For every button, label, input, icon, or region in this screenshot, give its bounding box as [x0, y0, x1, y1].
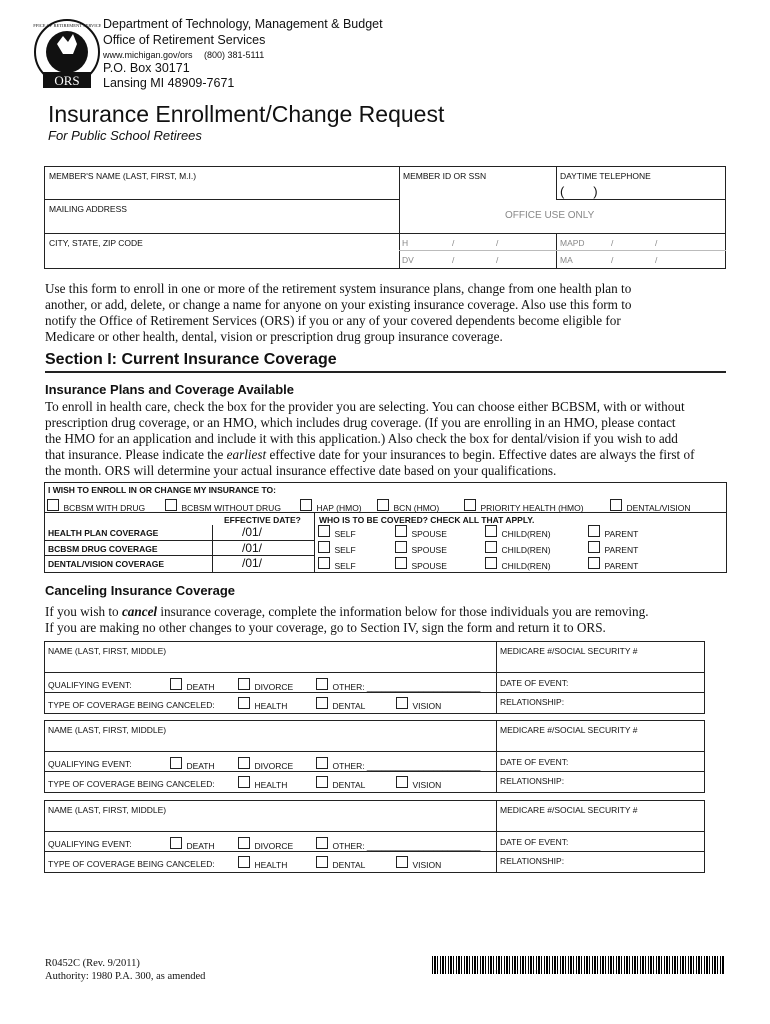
- office-mapd-slash-1: /: [611, 238, 614, 248]
- city-state-zip-input[interactable]: [48, 249, 394, 264]
- dental-vision-effective-date[interactable]: /01/: [242, 556, 263, 570]
- dental-vision-coverage-label: DENTAL/VISION COVERAGE: [48, 559, 165, 569]
- bcbsm-drug-coverage-label: BCBSM DRUG COVERAGE: [48, 544, 158, 554]
- authority: Authority: 1980 P.A. 300, as amended: [45, 971, 206, 982]
- health-plan-coverage-label: HEALTH PLAN COVERAGE: [48, 528, 159, 538]
- office-use-only-label: OFFICE USE ONLY: [505, 210, 595, 221]
- mailing-address-input[interactable]: [48, 215, 394, 230]
- office-h-slash-2: /: [496, 238, 499, 248]
- form-number: R0452C (Rev. 9/2011): [45, 958, 140, 969]
- office-dv-slash-2: /: [496, 255, 499, 265]
- plans-text-3: the HMO for an application and include it with this application.) Also check the box for dental/vision if you wish to add: [45, 431, 678, 446]
- checkbox[interactable]: [377, 499, 389, 511]
- cancel-3-medicare-label: MEDICARE #/SOCIAL SECURITY #: [500, 805, 638, 815]
- cancel-1-type-label: TYPE OF COVERAGE BEING CANCELED:: [48, 700, 215, 710]
- office-dv-label: DV: [402, 255, 414, 265]
- section-1-title: Section I: Current Insurance Coverage: [45, 351, 337, 368]
- cancel-1-medicare-label: MEDICARE #/SOCIAL SECURITY #: [500, 646, 638, 656]
- intro-line-1: Use this form to enroll in one or more of the retirement system insurance plans, change from one health plan to: [45, 281, 632, 296]
- provider-bcn[interactable]: BCN (HMO): [377, 498, 439, 516]
- cancel-text-1: If you wish to cancel insurance coverage, complete the information below for those individuals you are removing.: [45, 604, 649, 619]
- checkbox[interactable]: [485, 525, 497, 537]
- checkbox[interactable]: [170, 678, 182, 690]
- barcode: [432, 956, 725, 974]
- checkbox[interactable]: [588, 541, 600, 553]
- cancel-2-death[interactable]: DEATH: [170, 756, 215, 774]
- cancel-2-dental[interactable]: DENTAL: [316, 775, 365, 793]
- cancel-2-other[interactable]: OTHER: ________________________: [316, 756, 480, 774]
- checkbox[interactable]: [238, 856, 250, 868]
- checkbox[interactable]: [300, 499, 312, 511]
- cancel-1-relationship-label: RELATIONSHIP:: [500, 697, 565, 707]
- provider-priority-health[interactable]: PRIORITY HEALTH (HMO): [464, 498, 584, 516]
- office-dv-slash-1: /: [452, 255, 455, 265]
- intro-line-4: Medicare or other health, dental, vision or prescription drug group insurance coverage.: [45, 329, 503, 344]
- checkbox[interactable]: [316, 678, 328, 690]
- website[interactable]: www.michigan.gov/ors: [103, 50, 193, 60]
- cancel-3-other[interactable]: OTHER: ________________________: [316, 836, 480, 854]
- cancel-3-death[interactable]: DEATH: [170, 836, 215, 854]
- plans-text-4: that insurance. Please indicate the earliest effective date for your insurances to begin. Effective dates are always the first of: [45, 447, 695, 462]
- cancel-2-medicare-label: MEDICARE #/SOCIAL SECURITY #: [500, 725, 638, 735]
- cancel-3-name-input[interactable]: [48, 815, 490, 829]
- office-h-label: H: [402, 238, 409, 248]
- cancel-1-name-label: NAME (LAST, FIRST, MIDDLE): [48, 646, 167, 656]
- provider-dental-vision[interactable]: DENTAL/VISION: [610, 498, 691, 516]
- cancel-2-divorce[interactable]: DIVORCE: [238, 756, 293, 774]
- cancel-1-dental[interactable]: DENTAL: [316, 696, 365, 714]
- department-name: Department of Technology, Management & Budget: [103, 17, 383, 31]
- city-address: Lansing MI 48909-7671: [103, 76, 235, 90]
- drug-self[interactable]: SELF: [318, 540, 356, 558]
- mailing-address-label: MAILING ADDRESS: [49, 204, 127, 214]
- checkbox[interactable]: [165, 499, 177, 511]
- plans-text-1: To enroll in health care, check the box for the provider you are selecting. You can choose either BCBSM, with or without: [45, 399, 685, 414]
- checkbox[interactable]: [396, 856, 408, 868]
- plans-text-5: the month. ORS will determine your actual insurance effective date based on your qualifications.: [45, 463, 557, 478]
- health-parent[interactable]: PARENT: [588, 524, 638, 542]
- intro-line-2: another, or add, delete, or change a name for anyone on your existing insurance coverage. Also use this form to: [45, 297, 632, 312]
- member-name-label: MEMBER'S NAME (LAST, FIRST, M.I.): [49, 171, 197, 181]
- cancel-2-relationship-label: RELATIONSHIP:: [500, 776, 565, 786]
- cancel-heading: Canceling Insurance Coverage: [45, 583, 236, 598]
- checkbox[interactable]: [610, 499, 622, 511]
- enroll-header: I WISH TO ENROLL IN OR CHANGE MY INSURANCE TO:: [48, 485, 276, 495]
- cancel-2-qualifying-label: QUALIFYING EVENT:: [48, 759, 132, 769]
- cancel-1-other[interactable]: OTHER: ________________________: [316, 677, 480, 695]
- cancel-1-health[interactable]: HEALTH: [238, 696, 287, 714]
- provider-bcbsm-without-drug[interactable]: BCBSM WITHOUT DRUG: [165, 498, 281, 516]
- logo-ring-text: OFFICE OF RETIREMENT SERVICES: [33, 23, 101, 28]
- drug-spouse[interactable]: SPOUSE: [395, 540, 447, 558]
- cancel-2-vision[interactable]: VISION: [396, 775, 441, 793]
- cancel-3-dental[interactable]: DENTAL: [316, 855, 365, 873]
- cancel-3-date-label: DATE OF EVENT:: [500, 837, 569, 847]
- plans-text-2: prescription drug coverage, or an HMO, which includes drug coverage. (If you are enrolling in an HMO, please contact: [45, 415, 676, 430]
- checkbox[interactable]: [588, 525, 600, 537]
- dental-spouse[interactable]: SPOUSE: [395, 556, 447, 574]
- checkbox[interactable]: [396, 697, 408, 709]
- cancel-1-divorce[interactable]: DIVORCE: [238, 677, 293, 695]
- provider-bcbsm-with-drug[interactable]: BCBSM WITH DRUG: [47, 498, 145, 516]
- cancel-3-health[interactable]: HEALTH: [238, 855, 287, 873]
- cancel-2-name-input[interactable]: [48, 735, 490, 749]
- telephone-input[interactable]: ( ): [560, 184, 598, 199]
- checkbox[interactable]: [47, 499, 59, 511]
- drug-parent[interactable]: PARENT: [588, 540, 638, 558]
- checkbox[interactable]: [238, 697, 250, 709]
- checkbox[interactable]: [588, 557, 600, 569]
- phone-number: (800) 381-5111: [204, 50, 265, 60]
- member-id-label: MEMBER ID OR SSN: [403, 171, 487, 181]
- cancel-2-date-label: DATE OF EVENT:: [500, 757, 569, 767]
- logo-text: ORS: [54, 73, 80, 88]
- checkbox[interactable]: [395, 541, 407, 553]
- health-children[interactable]: CHILD(REN): [485, 524, 551, 542]
- office-name: Office of Retirement Services: [103, 33, 266, 47]
- checkbox[interactable]: [238, 837, 250, 849]
- city-state-zip-label: CITY, STATE, ZIP CODE: [49, 238, 143, 248]
- office-h-slash-1: /: [452, 238, 455, 248]
- checkbox[interactable]: [170, 837, 182, 849]
- cancel-1-qualifying-label: QUALIFYING EVENT:: [48, 680, 132, 690]
- cancel-3-relationship-label: RELATIONSHIP:: [500, 856, 565, 866]
- checkbox[interactable]: [316, 757, 328, 769]
- cancel-3-type-label: TYPE OF COVERAGE BEING CANCELED:: [48, 859, 215, 869]
- member-id-input[interactable]: [403, 182, 551, 197]
- cancel-1-vision[interactable]: VISION: [396, 696, 441, 714]
- office-mapd-label: MAPD: [560, 238, 585, 248]
- checkbox[interactable]: [396, 776, 408, 788]
- cancel-1-death[interactable]: DEATH: [170, 677, 215, 695]
- provider-hap[interactable]: HAP (HMO): [300, 498, 362, 516]
- ors-logo: [33, 18, 101, 90]
- bcbsm-drug-effective-date[interactable]: /01/: [242, 541, 263, 555]
- office-ma-label: MA: [560, 255, 573, 265]
- checkbox[interactable]: [238, 776, 250, 788]
- form-title: Insurance Enrollment/Change Request: [48, 101, 445, 127]
- checkbox[interactable]: [395, 557, 407, 569]
- checkbox[interactable]: [318, 525, 330, 537]
- drug-children[interactable]: CHILD(REN): [485, 540, 551, 558]
- dental-parent[interactable]: PARENT: [588, 556, 638, 574]
- office-ma-slash-2: /: [655, 255, 658, 265]
- checkbox[interactable]: [485, 557, 497, 569]
- po-box: P.O. Box 30171: [103, 61, 190, 75]
- health-self[interactable]: SELF: [318, 524, 356, 542]
- checkbox[interactable]: [395, 525, 407, 537]
- cancel-3-divorce[interactable]: DIVORCE: [238, 836, 293, 854]
- checkbox[interactable]: [485, 541, 497, 553]
- cancel-2-type-label: TYPE OF COVERAGE BEING CANCELED:: [48, 779, 215, 789]
- dental-children[interactable]: CHILD(REN): [485, 556, 551, 574]
- cancel-3-vision[interactable]: VISION: [396, 855, 441, 873]
- checkbox[interactable]: [170, 757, 182, 769]
- cancel-1-name-input[interactable]: [48, 656, 490, 670]
- form-subtitle: For Public School Retirees: [48, 128, 202, 143]
- health-spouse[interactable]: SPOUSE: [395, 524, 447, 542]
- checkbox[interactable]: [316, 837, 328, 849]
- plans-heading: Insurance Plans and Coverage Available: [45, 382, 295, 397]
- cancel-text-2: If you are making no other changes to your coverage, go to Section IV, sign the form and return it to ORS.: [45, 620, 606, 635]
- checkbox[interactable]: [464, 499, 476, 511]
- cancel-3-name-label: NAME (LAST, FIRST, MIDDLE): [48, 805, 167, 815]
- health-plan-effective-date[interactable]: /01/: [242, 525, 263, 539]
- who-covered-header: WHO IS TO BE COVERED? CHECK ALL THAT APPLY.: [319, 515, 535, 525]
- checkbox[interactable]: [316, 776, 328, 788]
- cancel-2-health[interactable]: HEALTH: [238, 775, 287, 793]
- telephone-label: DAYTIME TELEPHONE: [560, 171, 651, 181]
- intro-line-3: notify the Office of Retirement Services (ORS) if you or any of your covered dependents become eligible for: [45, 313, 621, 328]
- checkbox[interactable]: [316, 697, 328, 709]
- checkbox[interactable]: [318, 541, 330, 553]
- checkbox[interactable]: [238, 757, 250, 769]
- office-mapd-slash-2: /: [655, 238, 658, 248]
- member-name-input[interactable]: [48, 182, 394, 197]
- checkbox[interactable]: [318, 557, 330, 569]
- checkbox[interactable]: [238, 678, 250, 690]
- checkbox[interactable]: [316, 856, 328, 868]
- cancel-1-date-label: DATE OF EVENT:: [500, 678, 569, 688]
- cancel-2-name-label: NAME (LAST, FIRST, MIDDLE): [48, 725, 167, 735]
- effective-date-header: EFFECTIVE DATE?: [224, 515, 301, 525]
- office-ma-slash-1: /: [611, 255, 614, 265]
- cancel-3-qualifying-label: QUALIFYING EVENT:: [48, 839, 132, 849]
- dental-self[interactable]: SELF: [318, 556, 356, 574]
